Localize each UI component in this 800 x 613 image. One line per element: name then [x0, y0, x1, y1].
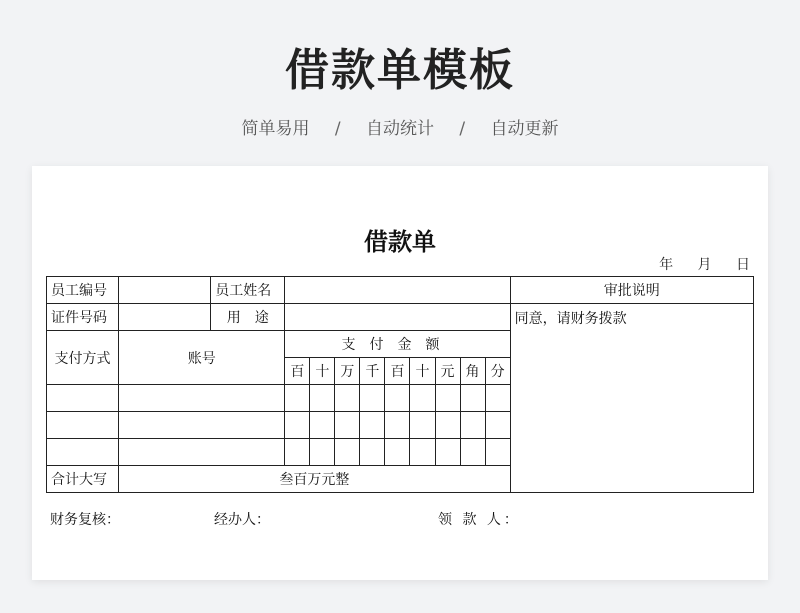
- table-row: [47, 277, 754, 304]
- page-title: 借款单模板: [285, 45, 515, 96]
- payment-method-cell[interactable]: [47, 439, 119, 466]
- amount-digit-cell[interactable]: [435, 412, 460, 439]
- amount-digit-cell[interactable]: [335, 439, 360, 466]
- purpose-label: 用 途: [211, 304, 285, 331]
- recipient-label: 领 款 人：: [438, 512, 521, 528]
- account-label: 账号: [119, 331, 285, 385]
- payment-method-cell[interactable]: [47, 412, 119, 439]
- digit-header-fen: 分: [485, 358, 510, 385]
- payment-method-cell[interactable]: [47, 385, 119, 412]
- table-row: [47, 304, 754, 331]
- amount-digit-cell[interactable]: [485, 412, 510, 439]
- purpose-field[interactable]: [285, 304, 510, 331]
- employee-no-field[interactable]: [119, 277, 211, 304]
- digit-header-ten: 十: [410, 358, 435, 385]
- amount-digit-cell[interactable]: [360, 412, 385, 439]
- amount-digit-cell[interactable]: [385, 439, 410, 466]
- amount-digit-cell[interactable]: [335, 412, 360, 439]
- amount-digit-cell[interactable]: [385, 412, 410, 439]
- amount-digit-cell[interactable]: [460, 385, 485, 412]
- amount-digit-cell[interactable]: [310, 412, 335, 439]
- amount-digit-cell[interactable]: [310, 439, 335, 466]
- id-no-label: 证件号码: [47, 304, 119, 331]
- amount-digit-cell[interactable]: [410, 439, 435, 466]
- handler-label: 经办人：: [214, 512, 270, 528]
- amount-digit-cell[interactable]: [435, 439, 460, 466]
- employee-name-field[interactable]: [285, 277, 510, 304]
- amount-digit-cell[interactable]: [460, 412, 485, 439]
- form-title: 借款单: [364, 227, 436, 256]
- amount-digit-cell[interactable]: [360, 385, 385, 412]
- digit-header-hundred: 百: [385, 358, 410, 385]
- amount-digit-cell[interactable]: [285, 412, 310, 439]
- digit-header-ten-million: 十: [310, 358, 335, 385]
- amount-digit-cell[interactable]: [285, 439, 310, 466]
- digit-header-jiao: 角: [460, 358, 485, 385]
- account-cell[interactable]: [119, 412, 285, 439]
- total-upper-label: 合计大写: [47, 466, 119, 493]
- feature-tag: 自动更新: [490, 119, 559, 139]
- feature-tags: [0, 114, 800, 139]
- payment-method-label: 支付方式: [47, 331, 119, 385]
- account-cell[interactable]: [119, 439, 285, 466]
- digit-header-yuan: 元: [435, 358, 460, 385]
- payment-amount-label: 支付金额: [285, 331, 510, 358]
- employee-no-label: 员工编号: [47, 277, 119, 304]
- amount-digit-cell[interactable]: [435, 385, 460, 412]
- amount-digit-cell[interactable]: [485, 385, 510, 412]
- amount-digit-cell[interactable]: [410, 412, 435, 439]
- feature-tag: 自动统计: [366, 119, 434, 139]
- amount-digit-cell[interactable]: [310, 385, 335, 412]
- amount-digit-cell[interactable]: [335, 385, 360, 412]
- account-cell[interactable]: [119, 385, 285, 412]
- amount-digit-cell[interactable]: [460, 439, 485, 466]
- approval-text: 同意，请财务拨款: [510, 304, 753, 493]
- finance-review-label: 财务复核：: [50, 512, 120, 528]
- amount-digit-cell[interactable]: [385, 385, 410, 412]
- digit-header-hundred-million: 百: [285, 358, 310, 385]
- date-day-label: 日: [736, 257, 750, 273]
- employee-name-label: 员工姓名: [211, 277, 285, 304]
- amount-digit-cell[interactable]: [285, 385, 310, 412]
- tag-separator: /: [334, 119, 341, 139]
- digit-header-million: 万: [335, 358, 360, 385]
- amount-digit-cell[interactable]: [360, 439, 385, 466]
- amount-digit-cell[interactable]: [410, 385, 435, 412]
- digit-header-thousand: 千: [360, 358, 385, 385]
- date-month-label: 月: [697, 257, 712, 273]
- date-year-label: 年: [659, 257, 674, 273]
- id-no-field[interactable]: [119, 304, 211, 331]
- approval-label: 审批说明: [510, 277, 753, 304]
- tag-separator: /: [459, 119, 466, 139]
- loan-form-sheet: [32, 166, 768, 580]
- date-row: [639, 254, 750, 274]
- feature-tag: 简单易用: [241, 119, 310, 139]
- loan-form-table: [46, 276, 754, 493]
- amount-digit-cell[interactable]: [485, 439, 510, 466]
- total-upper-value[interactable]: 叁百万元整: [119, 466, 511, 493]
